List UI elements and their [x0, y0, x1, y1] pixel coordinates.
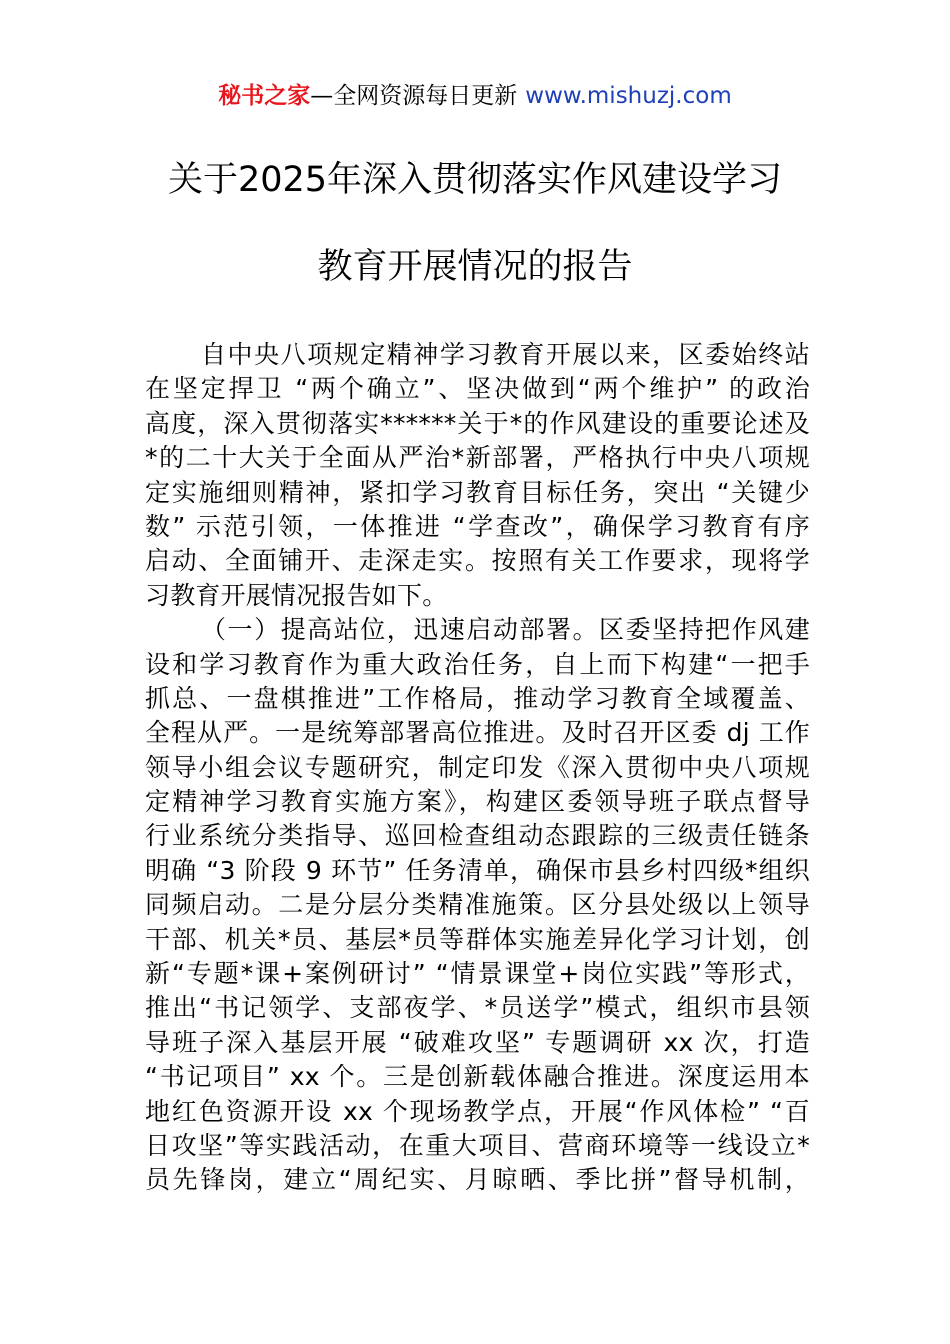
body-line: 抓总、一盘棋推进”工作格局，推动学习教育全域覆盖、 [145, 683, 810, 713]
body-line: 干部、机关*员、基层*员等群体实施差异化学习计划，创 [145, 924, 810, 954]
site-header [0, 80, 950, 112]
body-line: 定实施细则精神，紧扣学习教育目标任务，突出 “关键少 [145, 477, 810, 507]
body-line: 行业系统分类指导、巡回检查组动态跟踪的三级责任链条 [145, 821, 810, 851]
site-url-link[interactable]: www.mishuzj.com [525, 83, 732, 109]
body-line: 员先锋岗，建立“周纪实、月晾晒、季比拼”督导机制， [145, 1165, 810, 1195]
header-tagline: —全网资源每日更新 [310, 83, 518, 109]
body-line: 全程从严。一是统筹部署高位推进。及时召开区委 dj 工作 [145, 718, 810, 748]
body-line: 明确 “3 阶段 9 环节” 任务清单，确保市县乡村四级*组织 [145, 855, 810, 885]
body-line: 数” 示范引领，一体推进 “学查改”，确保学习教育有序 [145, 511, 810, 541]
document-title-line-2: 教育开展情况的报告 [317, 247, 633, 287]
brand-name: 秘书之家 [218, 83, 311, 109]
document-title-line-1: 关于2025年深入贯彻落实作风建设学习 [167, 160, 783, 200]
body-line: 导班子深入基层开展 “破难攻坚” 专题调研 xx 次，打造 [145, 1027, 810, 1057]
body-line: “书记项目” xx 个。三是创新载体融合推进。深度运用本 [145, 1062, 810, 1092]
body-line: 日攻坚”等实践活动，在重大项目、营商环境等一线设立* [145, 1130, 810, 1160]
document-body [145, 338, 810, 1198]
body-line: 推出“书记领学、支部夜学、*员送学”模式，组织市县领 [145, 993, 810, 1023]
body-line: 领导小组会议专题研究，制定印发《深入贯彻中央八项规 [145, 752, 810, 782]
body-line: 同频启动。二是分层分类精准施策。区分县处级以上领导 [145, 890, 810, 920]
body-line: 启动、全面铺开、走深走实。按照有关工作要求，现将学 [145, 546, 810, 576]
body-line: 在坚定捍卫 “两个确立”、坚决做到“两个维护” 的政治 [145, 374, 810, 404]
body-line: *的二十大关于全面从严治*新部署，严格执行中央八项规 [145, 443, 810, 473]
body-line: （一）提高站位，迅速启动部署。区委坚持把作风建 [201, 615, 810, 645]
body-line: 定精神学习教育实施方案》，构建区委领导班子联点督导 [145, 787, 810, 817]
body-line: 习教育开展情况报告如下。 [145, 580, 448, 610]
body-line: 自中央八项规定精神学习教育开展以来，区委始终站 [201, 340, 810, 369]
body-line: 新“专题*课+案例研讨” “情景课堂+岗位实践”等形式， [145, 959, 810, 989]
body-line: 地红色资源开设 xx 个现场教学点，开展“作风体检” “百 [145, 1096, 810, 1126]
body-line: 高度，深入贯彻落实******关于*的作风建设的重要论述及 [145, 408, 810, 438]
body-line: 设和学习教育作为重大政治任务，自上而下构建“一把手 [145, 649, 810, 679]
